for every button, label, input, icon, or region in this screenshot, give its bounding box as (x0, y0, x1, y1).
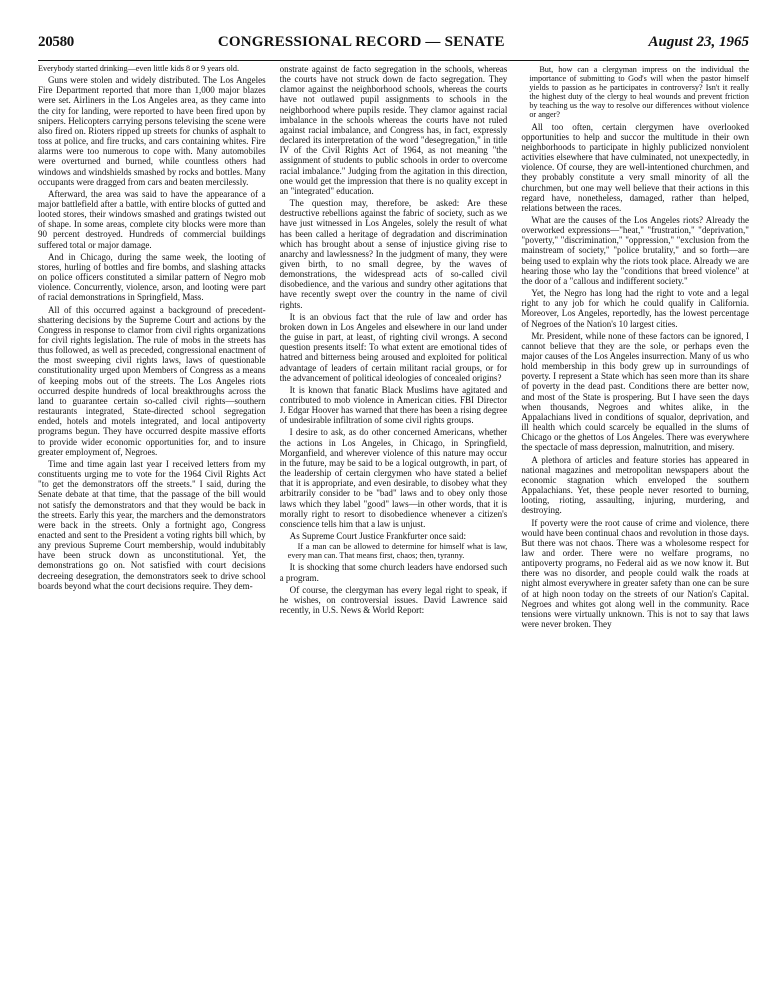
paragraph: All of this occurred against a background of precedent-shattering decisions by the Supreme Court and actions by the Congress in response to clamor from civil rights organizations for civil rights legislation. The rule of mobs in the streets has thus followed, as well as preceded, congressional enactment of the most sweeping civil rights laws, laws of questionable constitutionality urged upon Members of Congress as a means of keeping mobs out of the streets. The Los Angeles riots occurred despite hundreds of local breakthroughs across the land to guarantee certain so-called civil rights—southern restaurants integrated, State-directed school segregation ended, hotels and motels integrated, and local antipoverty programs begun. They have occurred despite massive efforts to provide wider economic opportunities for, and to insure greater employment of, Negroes. (38, 304, 266, 457)
paragraph: It is an obvious fact that the rule of law and order has broken down in Los Angeles and elsewhere in our land under the guise in part, at least, of righting civil wrongs. A second question presents itself: To what extent are emotional tides of hatred and bitterness being aroused and exploited for political advantage of leaders of certain militant racial groups, or for the advancement of political ideologies of concealed origins? (279, 311, 508, 383)
paragraph: Of course, the clergyman has every legal right to speak, if he wishes, on controversial issues. David Lawrence said recently, in U.S. News & World Report: (279, 584, 508, 615)
paragraph: onstrate against de facto segregation in the schools, whereas the courts have not struck down de facto segregation. They clamor against the neighborhood schools, whereas the courts have not outlawed pupil assignments to schools in the neighborhood where pupils reside. They clamor against racial imbalance in the schools whereas the courts have not ruled against racial imbalance, and Congress has, in fact, expressly declared its interpretation of the word "desegregation," in title IV of the Civil Rights Act of 1964, as not meaning "the assignment of students to public schools in order to overcome racial imbalance." Judging from the agitation in this direction, one would get the impression that there is no quality except in an "integrated" education. (279, 64, 508, 196)
paragraph: Mr. President, while none of these factors can be ignored, I cannot believe that they are the sole, or perhaps even the major causes of the Los Angeles insurrection. Many of us who hold membership in this body grew up in surroundings of poverty. I represent a State which has seen more than its share of poverty in the dead past. Conditions there are better now, and most of the State is prospering. But I have seen the days when thousands, Negroes and whites alike, in the Appalachians lived in conditions of squalor, deprivation, and ill health which could scarcely be equalled in the slums of Chicago or the ghettos of Los Angeles. There was everywhere the spectacle of mass depression, malnutrition, and misery. (521, 330, 749, 453)
paragraph: Everybody started drinking—even little kids 8 or 9 years old. (38, 64, 240, 73)
paragraph: All too often, certain clergymen have overlooked opportunities to help and succor the multitude in their own neighborhoods to participate in highly publicized nonviolent activities elsewhere that have culminated, not unexpectedly, in violence. Of course, they are well-intentioned churchmen, and they probably constitute a very small minority of all the churchmen, but one may well believe that their actions in this regard have, nonetheless, damaged, rather than helped, relations between the races. (521, 121, 749, 213)
page-header (38, 34, 749, 61)
paragraph: Afterward, the area was said to have the appearance of a major battlefield after a battle, with entire blocks of gutted and looted stores, their windows smashed and gratings twisted out of shape. In some areas, complete city blocks were more than 90 percent destroyed. Hundreds of commercial buildings suffered total or major damage. (38, 188, 266, 250)
paragraph: Time and time again last year I received letters from my constituents urging me to vote for the 1964 Civil Rights Act "to get the demonstrators off the streets." I said, during the Senate debate at that time, that the passage of the bill would not satisfy the demonstrators and that they would be back in the streets. Early this year, the marchers and the demonstrators were back in the streets. Only a fortnight ago, Congress enacted and sent to the President a voting rights bill which, by any previous Supreme Court membership, would indubitably have been struck down as unconstitutional. Yet, the demonstrations go on. Not satisfied with court decisions decreeing desegration, the demonstrators seek to drive school boards beyond what the court decisions require. They dem- (38, 458, 266, 591)
block-quote: But, how can a clergyman impress on the individual the importance of submitting to God's will when the pastor himself yields to passion as he participates in controversy? Isn't it really the highest duty of the clergy to heal wounds and prevent friction by teaching us the way to resolve our differences without violence or anger? (529, 65, 749, 120)
column-1 (38, 64, 266, 976)
paragraph: It is shocking that some church leaders have endorsed such a program. (279, 562, 508, 583)
column-3 (521, 64, 749, 976)
paragraph: It is known that fanatic Black Muslims have agitated and contributed to mob violence in American cities. FBI Director J. Edgar Hoover has warned that there has been a rising degree of undesirable infiltration of some civil rights groups. (279, 384, 508, 426)
paragraph: The question may, therefore, be asked: Are these destructive rebellions against the fabric of society, such as we have just witnessed in Los Angeles, solely the result of what has been called a heritage of degradation and discrimination which has brought about a sense of injustice giving rise to anarchy and lawlessness? In the judgment of many, they were given birth, to no small degree, by the waves of demonstrations, the widespread acts of so-called civil disobedience, and the various and sundry other agitations that have recently swept over the country in the name of civil rights. (279, 198, 508, 310)
column-2 (280, 64, 508, 976)
page-number: 20580 (38, 34, 75, 50)
paragraph: As Supreme Court Justice Frankfurter once said: (289, 531, 467, 542)
paragraph: Yet, the Negro has long had the right to vote and a legal right to any job for which he could qualify in California. Moreover, Los Angeles, reportedly, has the lowest percentage of Negroes of the Nation's 10 largest cities. (521, 288, 749, 329)
paragraph: What are the causes of the Los Angeles riots? Already the overworked expressions—"heat," "frustration," "deprivation," "poverty," "discrimination," "oppression," "exclusion from the mainstream of society," "police brutality," and so forth—are being used to explain why the riots took place. Already we are hearing those who lay the "conditions that breed violence" at the door of a "callous and indifferent society." (521, 214, 749, 286)
paragraph: I desire to ask, as do other concerned Americans, whether the actions in Los Angeles, in Chicago, in Springfield, Morganfield, and wherever violence of this nature may occur in the future, may be said to be a logical outgrowth, in part, of the leadership of certain clergymen who have stated a belief that it is appropriate, and even desirable, to disobey what they arbitrarily consider to be "bad" laws and to obey only those laws which they label "good" laws—in other words, that it is morally right to resort to disobedience whenever a citizen's conscience tells him that a law is unjust. (279, 427, 508, 529)
paragraph: Guns were stolen and widely distributed. The Los Angeles Fire Department reported that more than 1,000 major blazes were set. Airliners in the Los Angeles area, as they came into the city for landing, were reported to have been fired upon by snipers. Helicopters carrying persons televising the scene were also fired on. Rioters ripped up streets for chunks of asphalt to toss at police, and fire trucks, and cars containing whites. Fire alarms were too numerous to cope with. Many automobiles were overturned and burned, while countless others had windows and windshields smashed by rocks and bottles. Many occupants were dragged from cars and beaten mercilessly. (38, 75, 266, 187)
publication-date: August 23, 1965 (648, 34, 749, 50)
text-columns (38, 64, 749, 976)
publication-title: CONGRESSIONAL RECORD — SENATE (217, 34, 505, 50)
paragraph: And in Chicago, during the same week, the looting of stores, hurling of bottles and fire bombs, and slashing attacks on police officers constituted a similar pattern of Negro mob violence. Concurrently, violence, arson, and looting were part of racial demonstrations in Springfield, Mass. (38, 251, 266, 303)
paragraph: A plethora of articles and feature stories has appeared in national magazines and metropolitan newspapers about the economic stagnation which enveloped the southern Appalachians. Yet, these people never resorted to burning, looting, rioting, assaulting, injuring, murdering, and destroying. (521, 454, 749, 516)
paragraph: If poverty were the root cause of crime and violence, there would have been continual chaos and revolution in those days. But there was not chaos. There was a wholesome respect for law and order. There were no welfare programs, no antipoverty programs, no Federal aid as we now know it. But there was no disorder, and people could walk the roads at night almost everywhere in greater safety than one can be sure of at high noon today on the streets of our Nation's Capital. Negroes and whites got along well in the community. Race tensions were virtually unknown. This is not to say that laws were never broken. They (521, 517, 749, 630)
block-quote: If a man can be allowed to determine for himself what is law, every man can. That means first, chaos; then, tyranny. (287, 542, 508, 561)
